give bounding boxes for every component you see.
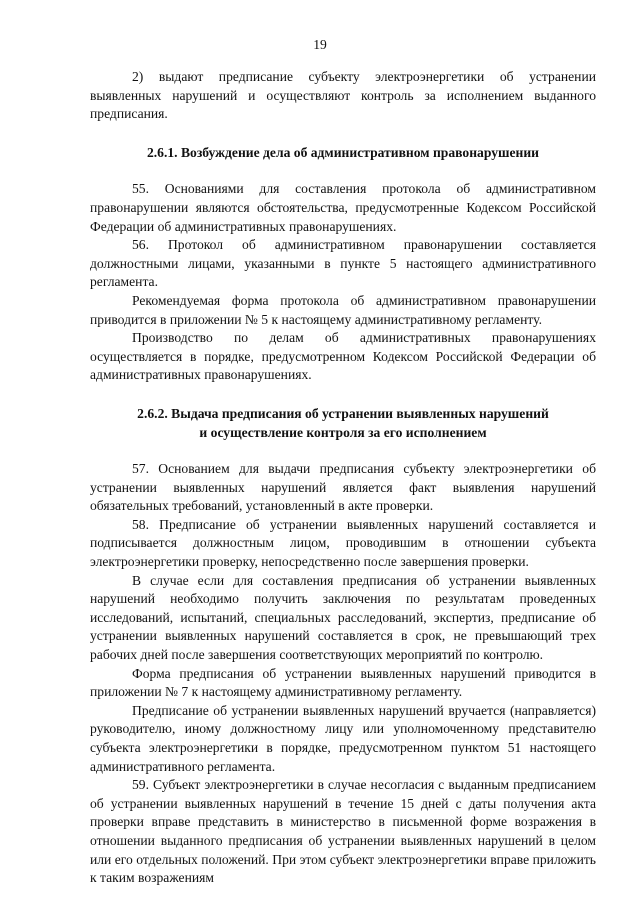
paragraph-56: 56. Протокол об административном правонарушении составляется должностными лицами, указанными в пункте 5 настоящего административного регламента. [90,237,596,290]
paragraph-item-2: 2) выдают предписание субъекту электроэнергетики об устранении выявленных нарушений и осуществляют контроль за исполнением выданного предписания. [90,69,596,122]
paragraph-expert-conclusions: В случае если для составления предписания об устранении выявленных нарушений необходимо получить заключения по результатам проведенных исследований, испытаний, специальных расследований, экспертиз, предписание об устранении выявленных нарушений составляется в срок, не превышающий трех рабочих дней после завершения соответствующих мероприятий по контролю. [90,572,596,663]
paragraph-55: 55. Основаниями для составления протокола об административном правонарушении являются обстоятельства, предусмотренные Кодексом Российской Федерации об административных правонарушениях. [90,181,596,234]
section-heading-2-6-1 [90,144,596,163]
page-content [90,68,596,888]
page-number: 19 [313,37,327,52]
paragraph-proceedings: Производство по делам об административных правонарушениях осуществляется в порядке, предусмотренном Кодексом Российской Федерации об административных правонарушениях. [90,330,596,383]
section-heading-line-2: и осуществление контроля за его исполнением [199,424,487,440]
paragraph-prescription-delivery: Предписание об устранении выявленных нарушений вручается (направляется) руководителю, иному должностному лицу или уполномоченному представителю субъекта электроэнергетики в порядке, предусмотренном пунктом 51 настоящего административного регламента. [90,702,596,774]
section-heading-line-1: 2.6.2. Выдача предписания об устранении выявленных нарушений [137,405,549,421]
section-heading-2-6-2 [90,405,596,442]
paragraph-prescription-form: Форма предписания об устранении выявленных нарушений приводится в приложении № 7 к настоящему административному регламенту. [90,665,596,700]
paragraph-57: 57. Основанием для выдачи предписания субъекту электроэнергетики об устранении выявленных нарушений является факт выявления нарушений обязательных требований, установленный в акте проверки. [90,461,596,514]
paragraph-58: 58. Предписание об устранении выявленных нарушений составляется и подписывается должностным лицом, проводившим в отношении субъекта электроэнергетики проверку, непосредственно после завершения проверки. [90,516,596,570]
paragraph-59: 59. Субъект электроэнергетики в случае несогласия с выданным предписанием об устранении выявленных нарушений в течение 15 дней с даты получения акта проверки вправе представить в министерство в письменной форме возражения в отношении выданного предписания об устранении выявленных нарушений в целом или его отдельных положений. При этом субъект электроэнергетики вправе приложить к таким возражениям [90,777,596,886]
paragraph-protocol-form: Рекомендуемая форма протокола об административном правонарушении приводится в приложении № 5 к настоящему административному регламенту. [90,292,596,327]
section-heading-text: 2.6.1. Возбуждение дела об административном правонарушении [146,144,540,160]
